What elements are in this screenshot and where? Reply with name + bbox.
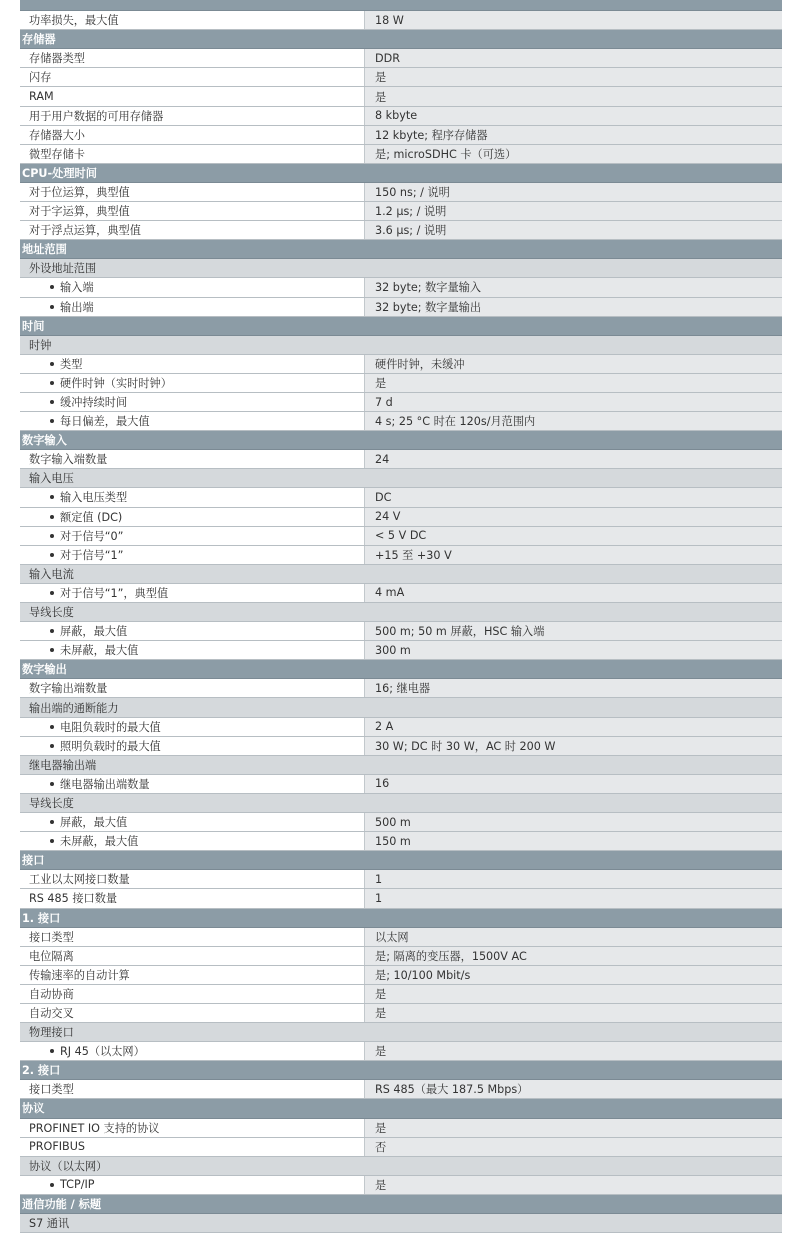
spec-value [364, 794, 782, 812]
spec-label: 自动协商 [20, 985, 364, 1003]
section-header [20, 317, 782, 336]
spec-row [20, 1119, 782, 1138]
spec-row [20, 508, 782, 527]
spec-label: 数字输入端数量 [20, 450, 364, 468]
group-header [20, 1023, 782, 1042]
spec-row [20, 278, 782, 297]
bullet-icon [50, 820, 54, 824]
spec-label: 时间 [22, 319, 45, 333]
spec-row [20, 679, 782, 698]
spec-row [20, 87, 782, 106]
spec-label: S7 通讯 [29, 1217, 70, 1231]
spec-label: 电位隔离 [20, 947, 364, 965]
spec-value: 否 [364, 1138, 782, 1156]
spec-label: 通信功能 / 标题 [22, 1197, 102, 1211]
spec-value [364, 1023, 782, 1041]
spec-value: 是 [364, 374, 782, 392]
spec-row [20, 145, 782, 164]
bullet-icon [50, 553, 54, 557]
bullet-icon [50, 744, 54, 748]
spec-row [20, 412, 782, 431]
spec-value [364, 1061, 782, 1079]
spec-row [20, 11, 782, 30]
bullet-icon [50, 1183, 54, 1187]
bullet-icon [50, 400, 54, 404]
spec-row [20, 202, 782, 221]
spec-label: 2. 接口 [22, 1064, 61, 1078]
spec-label: 输入端 [20, 278, 364, 296]
spec-label: RS 485 接口数量 [20, 889, 364, 907]
spec-label: 对于字运算，典型值 [20, 202, 364, 220]
spec-value: 4 s; 25 °C 时在 120s/月范围内 [364, 412, 782, 430]
bullet-icon [50, 362, 54, 366]
spec-value [364, 336, 782, 354]
spec-label: 对于信号“1” [20, 546, 364, 564]
spec-label: 未屏蔽，最大值 [20, 832, 364, 850]
spec-label: 继电器输出端 [29, 758, 97, 772]
spec-label: 数字输出 [22, 663, 67, 677]
spec-label: 工业以太网接口数量 [20, 870, 364, 888]
spec-label: 类型 [20, 355, 364, 373]
spec-value: 1 [364, 870, 782, 888]
spec-label: 物理接口 [29, 1026, 74, 1040]
bullet-icon [50, 381, 54, 385]
spec-value: 是; 隔离的变压器，1500V AC [364, 947, 782, 965]
spec-label: 电阻负载时的最大值 [20, 718, 364, 736]
spec-value: 硬件时钟，未缓冲 [364, 355, 782, 373]
spec-value: < 5 V DC [364, 527, 782, 545]
spec-label: 屏蔽，最大值 [20, 622, 364, 640]
spec-label: 对于位运算，典型值 [20, 183, 364, 201]
spec-value: 32 byte; 数字量输出 [364, 298, 782, 316]
spec-row [20, 393, 782, 412]
spec-row [20, 584, 782, 603]
spec-row [20, 107, 782, 126]
spec-label: 输出端 [20, 298, 364, 316]
spec-value: 是 [364, 68, 782, 86]
spec-row [20, 641, 782, 660]
spec-row [20, 1080, 782, 1099]
bullet-icon [50, 515, 54, 519]
section-header [20, 1195, 782, 1214]
section-header [20, 30, 782, 49]
bullet-icon [50, 725, 54, 729]
spec-row [20, 928, 782, 947]
spec-row [20, 813, 782, 832]
spec-label: 用于用户数据的可用存储器 [20, 107, 364, 125]
spec-row [20, 49, 782, 68]
spec-row [20, 221, 782, 240]
group-header [20, 469, 782, 488]
spec-value: 3.6 μs; / 说明 [364, 221, 782, 239]
spec-row [20, 832, 782, 851]
spec-value: 500 m; 50 m 屏蔽，HSC 输入端 [364, 622, 782, 640]
spec-value [364, 851, 782, 869]
spec-value [364, 259, 782, 277]
group-header [20, 259, 782, 278]
spec-label: 存储器类型 [20, 49, 364, 67]
spec-label: RAM [20, 87, 364, 105]
group-header [20, 794, 782, 813]
spec-value: 1.2 μs; / 说明 [364, 202, 782, 220]
spec-value: 16; 继电器 [364, 679, 782, 697]
group-header [20, 1157, 782, 1176]
spec-label: TCP/IP [20, 1176, 364, 1194]
spec-value [364, 603, 782, 621]
spec-value: 是 [364, 1004, 782, 1022]
spec-value: 150 ns; / 说明 [364, 183, 782, 201]
spec-label: 地址范围 [22, 243, 67, 257]
bullet-icon [50, 629, 54, 633]
spec-value: 8 kbyte [364, 107, 782, 125]
spec-label: 额定值 (DC) [20, 508, 364, 526]
spec-value: 1 [364, 889, 782, 907]
section-header [20, 909, 782, 928]
spec-label: 导线长度 [29, 606, 74, 620]
spec-row [20, 889, 782, 908]
spec-value: +15 至 +30 V [364, 546, 782, 564]
section-header [20, 1061, 782, 1080]
spec-row [20, 298, 782, 317]
group-header [20, 565, 782, 584]
spec-label: 对于信号“0” [20, 527, 364, 545]
spec-label: 存储器大小 [20, 126, 364, 144]
section-header [20, 0, 782, 11]
bullet-icon [50, 419, 54, 423]
spec-value [364, 30, 782, 48]
spec-label: 导线长度 [29, 796, 74, 810]
group-header [20, 336, 782, 355]
spec-label: 数字输入 [22, 434, 67, 448]
spec-value: 是 [364, 1119, 782, 1137]
spec-table [20, 0, 782, 1233]
spec-label: 闪存 [20, 68, 364, 86]
spec-row [20, 622, 782, 641]
spec-label: 输入电压类型 [20, 488, 364, 506]
spec-row [20, 947, 782, 966]
spec-label: 缓冲持续时间 [20, 393, 364, 411]
spec-label: 外设地址范围 [29, 262, 97, 276]
bullet-icon [50, 1049, 54, 1053]
spec-value [364, 756, 782, 774]
spec-value: 是; microSDHC 卡（可选） [364, 145, 782, 163]
spec-value: 18 W [364, 11, 782, 29]
spec-value [364, 240, 782, 258]
spec-row [20, 374, 782, 393]
spec-label: 存储器 [22, 33, 56, 47]
bullet-icon [50, 285, 54, 289]
spec-value [364, 1214, 782, 1232]
spec-row [20, 183, 782, 202]
spec-label: 协议 [22, 1102, 45, 1116]
bullet-icon [50, 495, 54, 499]
spec-value [364, 1195, 782, 1213]
spec-value: DDR [364, 49, 782, 67]
spec-value: 150 m [364, 832, 782, 850]
spec-label: 传输速率的自动计算 [20, 966, 364, 984]
spec-label: PROFINET IO 支持的协议 [20, 1119, 364, 1137]
spec-row [20, 68, 782, 87]
section-header [20, 1099, 782, 1118]
spec-value [364, 317, 782, 335]
spec-label: 对于浮点运算，典型值 [20, 221, 364, 239]
spec-row [20, 546, 782, 565]
spec-label: 照明负载时的最大值 [20, 737, 364, 755]
spec-value [364, 1099, 782, 1117]
spec-label: CPU-处理时间 [22, 166, 97, 180]
spec-row [20, 870, 782, 889]
spec-value [364, 0, 782, 10]
spec-row [20, 527, 782, 546]
spec-label: 接口类型 [20, 1080, 364, 1098]
spec-label: 自动交叉 [20, 1004, 364, 1022]
spec-row [20, 1004, 782, 1023]
bullet-icon [50, 305, 54, 309]
section-header [20, 660, 782, 679]
spec-row [20, 737, 782, 756]
spec-label: 每日偏差，最大值 [20, 412, 364, 430]
spec-value: 500 m [364, 813, 782, 831]
bullet-icon [50, 782, 54, 786]
spec-value: 是; 10/100 Mbit/s [364, 966, 782, 984]
spec-value: RS 485（最大 187.5 Mbps） [364, 1080, 782, 1098]
spec-label: 输入电流 [29, 567, 74, 581]
spec-row [20, 355, 782, 374]
spec-value: DC [364, 488, 782, 506]
bullet-icon [50, 591, 54, 595]
spec-value [364, 164, 782, 182]
spec-label: 接口 [22, 854, 45, 868]
spec-row [20, 718, 782, 737]
spec-label: 输出端的通断能力 [29, 701, 119, 715]
spec-value: 2 A [364, 718, 782, 736]
spec-value: 12 kbyte; 程序存储器 [364, 126, 782, 144]
spec-value: 300 m [364, 641, 782, 659]
spec-label: 功率损失，最大值 [20, 11, 364, 29]
spec-value: 是 [364, 985, 782, 1003]
spec-value [364, 660, 782, 678]
spec-value: 24 [364, 450, 782, 468]
spec-label: 继电器输出端数量 [20, 775, 364, 793]
spec-value [364, 1157, 782, 1175]
spec-label [20, 0, 364, 10]
spec-value [364, 469, 782, 487]
spec-value: 是 [364, 87, 782, 105]
spec-value [364, 565, 782, 583]
spec-value [364, 431, 782, 449]
spec-value: 32 byte; 数字量输入 [364, 278, 782, 296]
group-header [20, 756, 782, 775]
spec-value: 24 V [364, 508, 782, 526]
section-header [20, 851, 782, 870]
group-header [20, 698, 782, 717]
spec-label: 输入电压 [29, 472, 74, 486]
spec-row [20, 126, 782, 145]
bullet-icon [50, 534, 54, 538]
spec-value: 是 [364, 1042, 782, 1060]
spec-label: 协议（以太网） [29, 1159, 108, 1173]
group-header [20, 603, 782, 622]
spec-label: 时钟 [29, 338, 52, 352]
spec-row [20, 1138, 782, 1157]
spec-row [20, 966, 782, 985]
group-header [20, 1214, 782, 1233]
spec-row [20, 985, 782, 1004]
spec-label: RJ 45（以太网） [20, 1042, 364, 1060]
spec-label: 未屏蔽，最大值 [20, 641, 364, 659]
spec-value [364, 698, 782, 716]
spec-value: 7 d [364, 393, 782, 411]
spec-value [364, 909, 782, 927]
section-header [20, 431, 782, 450]
spec-row [20, 1042, 782, 1061]
bullet-icon [50, 839, 54, 843]
spec-label: 接口类型 [20, 928, 364, 946]
bullet-icon [50, 648, 54, 652]
spec-label: 1. 接口 [22, 911, 61, 925]
spec-row [20, 450, 782, 469]
spec-row [20, 1176, 782, 1195]
spec-value: 以太网 [364, 928, 782, 946]
spec-value: 是 [364, 1176, 782, 1194]
spec-value: 30 W; DC 时 30 W，AC 时 200 W [364, 737, 782, 755]
spec-row [20, 488, 782, 507]
spec-label: 数字输出端数量 [20, 679, 364, 697]
spec-value: 4 mA [364, 584, 782, 602]
spec-label: PROFIBUS [20, 1138, 364, 1156]
spec-label: 硬件时钟（实时时钟） [20, 374, 364, 392]
spec-label: 屏蔽，最大值 [20, 813, 364, 831]
section-header [20, 164, 782, 183]
spec-label: 微型存储卡 [20, 145, 364, 163]
spec-label: 对于信号“1”，典型值 [20, 584, 364, 602]
section-header [20, 240, 782, 259]
spec-value: 16 [364, 775, 782, 793]
spec-row [20, 775, 782, 794]
